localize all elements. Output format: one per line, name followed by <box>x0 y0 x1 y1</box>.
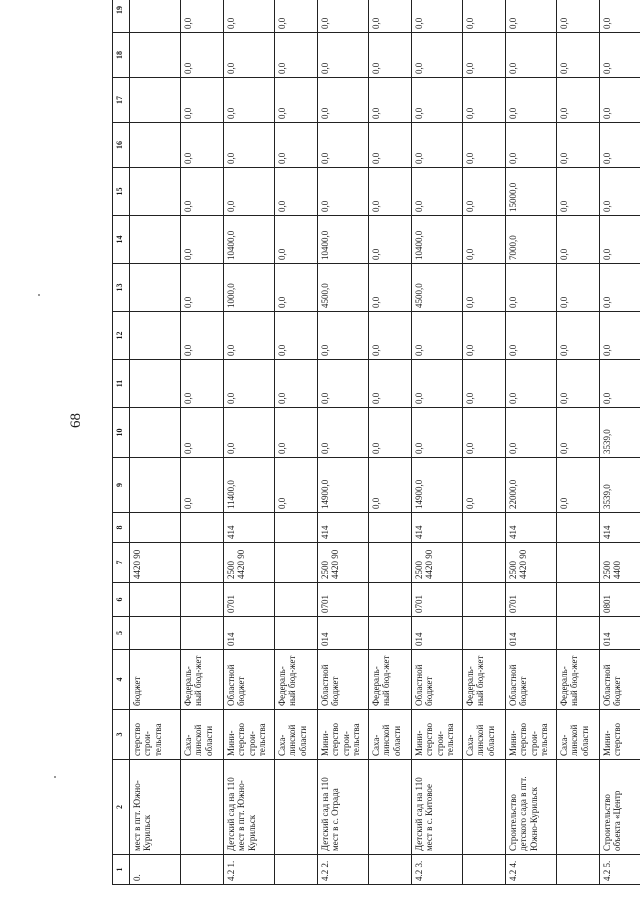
table-cell: 0,0 <box>369 408 412 458</box>
table-cell: 0,0 <box>275 216 318 264</box>
table-cell: 0,0 <box>506 408 557 458</box>
table-cell: 0,0 <box>369 78 412 123</box>
table-cell: 0,0 <box>463 408 506 458</box>
table-cell: 0,0 <box>224 312 275 360</box>
table-cell: 0,0 <box>412 123 463 168</box>
table-cell: 0,0 <box>224 33 275 78</box>
table-cell: 0,0 <box>506 312 557 360</box>
table-cell: 2500 4420 90 <box>224 543 275 583</box>
table-cell: Федераль-ный бюд-жет <box>557 650 600 710</box>
column-header: 8 <box>113 513 130 543</box>
table-cell: 0,0 <box>275 78 318 123</box>
table-cell: 014 <box>318 617 369 650</box>
table-cell: 0,0 <box>463 123 506 168</box>
table-cell <box>130 312 181 360</box>
table-cell: 0,0 <box>600 0 640 33</box>
table-cell: 0,0 <box>369 123 412 168</box>
column-header: 2 <box>113 760 130 855</box>
table-cell: Областной бюджет <box>600 650 640 710</box>
table-cell: Мини-стерство строи-тельства <box>224 710 275 760</box>
table-cell: 4.2 4. <box>506 855 557 885</box>
table-cell: 0,0 <box>412 360 463 408</box>
table-cell: 2500 4420 90 <box>412 543 463 583</box>
table-cell: 0,0 <box>412 33 463 78</box>
table-cell: 4500,0 <box>318 264 369 312</box>
table-cell: стерство строи-тельства <box>130 710 181 760</box>
table-cell: 0,0 <box>275 0 318 33</box>
column-header: 1 <box>113 855 130 885</box>
table-cell: 22000,0 <box>506 458 557 513</box>
table-cell: бюджет <box>130 650 181 710</box>
table-cell <box>181 855 224 885</box>
column-header: 7 <box>113 543 130 583</box>
table-cell: 014 <box>224 617 275 650</box>
table-cell: 0,0 <box>318 0 369 33</box>
table-cell: 0,0 <box>557 408 600 458</box>
column-header: 10 <box>113 408 130 458</box>
table-cell <box>130 408 181 458</box>
table-cell: 0,0 <box>318 33 369 78</box>
table-cell: 0,0 <box>557 458 600 513</box>
table-cell: 0,0 <box>412 408 463 458</box>
table-cell: 0,0 <box>600 360 640 408</box>
table-cell: 0,0 <box>224 360 275 408</box>
table-cell <box>557 855 600 885</box>
table-cell: 0,0 <box>181 312 224 360</box>
table-row <box>369 0 412 885</box>
table-cell: 0,0 <box>318 360 369 408</box>
table-cell <box>130 123 181 168</box>
table-cell <box>181 583 224 617</box>
column-header: 4 <box>113 650 130 710</box>
table-cell: 0,0 <box>181 33 224 78</box>
table-cell <box>557 583 600 617</box>
page-number: 68 <box>68 413 84 428</box>
table-cell: 0,0 <box>506 264 557 312</box>
table-cell: 414 <box>318 513 369 543</box>
table-cell: Федераль-ный бюд-жет <box>463 650 506 710</box>
table-cell: 0,0 <box>275 264 318 312</box>
table-cell <box>369 855 412 885</box>
table-cell: 14900,0 <box>318 458 369 513</box>
table-cell: Строительство объекта «Центр <box>600 760 640 855</box>
table-row <box>600 0 640 885</box>
table-cell: 0,0 <box>318 123 369 168</box>
table-cell: 0. <box>130 855 181 885</box>
table-cell: 1000,0 <box>224 264 275 312</box>
table-cell <box>557 543 600 583</box>
table-cell <box>557 760 600 855</box>
table-cell: 0,0 <box>463 360 506 408</box>
table-cell <box>181 760 224 855</box>
table-cell: 0,0 <box>224 0 275 33</box>
table-cell: 0,0 <box>506 123 557 168</box>
table-cell: 414 <box>600 513 640 543</box>
table-cell: Областной бюджет <box>506 650 557 710</box>
table-cell <box>557 513 600 543</box>
table-cell <box>369 513 412 543</box>
table-cell: 0701 <box>318 583 369 617</box>
table-cell: 7000,0 <box>506 216 557 264</box>
table-cell: 0701 <box>224 583 275 617</box>
budget-table <box>112 0 640 885</box>
table-cell <box>130 264 181 312</box>
table-row <box>463 0 506 885</box>
table-row <box>181 0 224 885</box>
table-cell: 0,0 <box>600 123 640 168</box>
table-cell: Мини-стерство строи-тельства <box>318 710 369 760</box>
column-header: 16 <box>113 123 130 168</box>
table-cell: 414 <box>224 513 275 543</box>
table-cell: 10400,0 <box>318 216 369 264</box>
column-header: 18 <box>113 33 130 78</box>
table-cell: 4420 90 <box>130 543 181 583</box>
table-cell <box>369 760 412 855</box>
table-cell: 2500 4420 90 <box>318 543 369 583</box>
table-cell: 0,0 <box>557 360 600 408</box>
table-cell <box>275 583 318 617</box>
table-cell: 10400,0 <box>412 216 463 264</box>
column-header: 11 <box>113 360 130 408</box>
table-cell: 0,0 <box>318 408 369 458</box>
table-cell: 2500 4400 <box>600 543 640 583</box>
column-header: 5 <box>113 617 130 650</box>
table-cell: Саха-линской области <box>463 710 506 760</box>
scan-speck <box>38 294 40 296</box>
budget-table-rotated <box>112 6 627 885</box>
column-header: 19 <box>113 0 130 33</box>
table-cell: 0,0 <box>369 312 412 360</box>
table-cell <box>463 617 506 650</box>
table-cell <box>275 513 318 543</box>
table-cell: 0,0 <box>224 123 275 168</box>
header-row <box>113 0 130 885</box>
table-cell: мест в пгт. Южно-Курильск <box>130 760 181 855</box>
table-cell: 4.2 1. <box>224 855 275 885</box>
table-cell <box>130 0 181 33</box>
table-cell: 4.2 5. <box>600 855 640 885</box>
table-cell: 014 <box>412 617 463 650</box>
table-cell: 0,0 <box>463 264 506 312</box>
table-cell <box>130 168 181 216</box>
table-row <box>506 0 557 885</box>
table-cell: Детский сад на 110 мест в пгт. Южно-Курильск <box>224 760 275 855</box>
table-cell: 0,0 <box>557 78 600 123</box>
table-cell: Областной бюджет <box>412 650 463 710</box>
table-cell: 0,0 <box>181 168 224 216</box>
table-cell: 0,0 <box>181 78 224 123</box>
table-body <box>130 0 640 885</box>
table-cell: 0,0 <box>369 168 412 216</box>
table-cell <box>130 617 181 650</box>
table-cell: 3539,0 <box>600 458 640 513</box>
table-cell <box>181 543 224 583</box>
table-cell: 0801 <box>600 583 640 617</box>
table-row <box>275 0 318 885</box>
table-cell: 0,0 <box>463 216 506 264</box>
table-cell <box>557 617 600 650</box>
table-cell: 0,0 <box>181 408 224 458</box>
column-header: 17 <box>113 78 130 123</box>
table-cell: 3539,0 <box>600 408 640 458</box>
table-cell: Саха-линской области <box>275 710 318 760</box>
table-cell <box>369 617 412 650</box>
table-cell: 0,0 <box>369 264 412 312</box>
table-row <box>557 0 600 885</box>
table-cell: 0,0 <box>463 458 506 513</box>
table-cell: 0,0 <box>369 458 412 513</box>
table-cell: 0,0 <box>463 0 506 33</box>
table-cell: 414 <box>412 513 463 543</box>
column-header: 3 <box>113 710 130 760</box>
column-header: 6 <box>113 583 130 617</box>
table-cell: 0,0 <box>557 123 600 168</box>
table-cell: 0,0 <box>412 0 463 33</box>
table-cell <box>275 855 318 885</box>
table-cell: 0,0 <box>369 0 412 33</box>
table-cell: 0,0 <box>412 312 463 360</box>
table-cell: 0,0 <box>600 33 640 78</box>
table-cell: 0,0 <box>318 312 369 360</box>
table-cell: 0,0 <box>318 78 369 123</box>
table-cell: Детский сад на 110 мест в с. Отрада <box>318 760 369 855</box>
table-cell: 0,0 <box>181 264 224 312</box>
scan-speck <box>54 776 56 778</box>
table-cell: 11400,0 <box>224 458 275 513</box>
table-cell: Мини-стерство строи-тельства <box>412 710 463 760</box>
table-cell <box>130 513 181 543</box>
table-cell <box>130 33 181 78</box>
table-row <box>412 0 463 885</box>
table-cell: 0,0 <box>557 216 600 264</box>
table-cell: 0,0 <box>463 33 506 78</box>
table-cell <box>181 617 224 650</box>
table-cell: 414 <box>506 513 557 543</box>
table-cell <box>275 760 318 855</box>
table-cell: 0,0 <box>369 216 412 264</box>
table-cell: Саха-линской области <box>557 710 600 760</box>
table-cell: 0,0 <box>557 0 600 33</box>
table-cell: 0,0 <box>275 408 318 458</box>
table-cell: 0,0 <box>557 264 600 312</box>
table-cell: 0,0 <box>557 168 600 216</box>
table-cell: Федераль-ный бюд-жет <box>181 650 224 710</box>
table-cell <box>463 583 506 617</box>
table-cell: 0,0 <box>557 312 600 360</box>
table-cell: 0,0 <box>600 168 640 216</box>
table-cell: 0,0 <box>275 312 318 360</box>
table-cell: 0,0 <box>275 33 318 78</box>
table-cell: 0,0 <box>224 408 275 458</box>
table-cell: 0,0 <box>275 360 318 408</box>
table-cell <box>130 360 181 408</box>
table-cell: 0,0 <box>463 78 506 123</box>
table-cell: 0,0 <box>412 78 463 123</box>
table-cell <box>369 543 412 583</box>
table-cell <box>130 458 181 513</box>
table-cell: 4.2 3. <box>412 855 463 885</box>
table-row <box>130 0 181 885</box>
table-cell: 0,0 <box>369 360 412 408</box>
table-cell: 0701 <box>412 583 463 617</box>
table-cell: 14900,0 <box>412 458 463 513</box>
table-cell: 0,0 <box>318 168 369 216</box>
table-cell <box>130 216 181 264</box>
column-header: 13 <box>113 264 130 312</box>
table-cell: 0,0 <box>600 264 640 312</box>
table-cell: Саха-линской области <box>369 710 412 760</box>
table-cell: Областной бюджет <box>224 650 275 710</box>
table-cell <box>463 513 506 543</box>
column-header: 15 <box>113 168 130 216</box>
table-cell: 15000,0 <box>506 168 557 216</box>
table-cell: 0,0 <box>506 360 557 408</box>
table-cell: 0,0 <box>463 168 506 216</box>
table-row <box>318 0 369 885</box>
table-cell: Детский сад на 110 мест в с. Китовое <box>412 760 463 855</box>
table-cell: 0,0 <box>506 0 557 33</box>
table-cell: Мини-стерство строи-тельства <box>506 710 557 760</box>
table-cell: 10400,0 <box>224 216 275 264</box>
table-row <box>224 0 275 885</box>
table-cell: 0,0 <box>506 78 557 123</box>
table-cell: 0,0 <box>181 216 224 264</box>
table-cell: 0,0 <box>275 458 318 513</box>
table-cell: 0,0 <box>600 216 640 264</box>
table-cell: 0,0 <box>506 33 557 78</box>
table-cell: 0,0 <box>181 123 224 168</box>
table-cell: 2500 4420 90 <box>506 543 557 583</box>
table-cell: Федераль-ный бюд-жет <box>275 650 318 710</box>
column-header: 14 <box>113 216 130 264</box>
table-cell <box>275 617 318 650</box>
table-cell: 014 <box>600 617 640 650</box>
table-cell <box>463 855 506 885</box>
table-cell: Федераль-ный бюд-жет <box>369 650 412 710</box>
table-cell: 0,0 <box>412 168 463 216</box>
table-cell: 0,0 <box>369 33 412 78</box>
table-cell: 0,0 <box>224 168 275 216</box>
table-cell <box>463 760 506 855</box>
table-cell <box>275 543 318 583</box>
table-cell: 0,0 <box>275 123 318 168</box>
table-cell: Областной бюджет <box>318 650 369 710</box>
table-cell <box>181 513 224 543</box>
table-cell: 0,0 <box>224 78 275 123</box>
column-header: 12 <box>113 312 130 360</box>
table-cell: 0,0 <box>181 458 224 513</box>
table-cell <box>369 583 412 617</box>
table-cell: 0701 <box>506 583 557 617</box>
table-cell: 0,0 <box>600 78 640 123</box>
table-cell: 4500,0 <box>412 264 463 312</box>
table-cell: Мини-стерство <box>600 710 640 760</box>
table-cell: 4.2 2. <box>318 855 369 885</box>
column-header: 9 <box>113 458 130 513</box>
table-cell: 0,0 <box>275 168 318 216</box>
table-cell: Строительство детского сада в пгт. Южно-Курильск <box>506 760 557 855</box>
table-cell: 0,0 <box>600 312 640 360</box>
table-cell: 0,0 <box>181 360 224 408</box>
table-cell: 014 <box>506 617 557 650</box>
table-cell <box>463 543 506 583</box>
table-cell: 0,0 <box>181 0 224 33</box>
table-cell <box>130 78 181 123</box>
table-cell: 0,0 <box>557 33 600 78</box>
table-cell: 0,0 <box>463 312 506 360</box>
table-cell <box>130 583 181 617</box>
table-cell: Саха-линской области <box>181 710 224 760</box>
